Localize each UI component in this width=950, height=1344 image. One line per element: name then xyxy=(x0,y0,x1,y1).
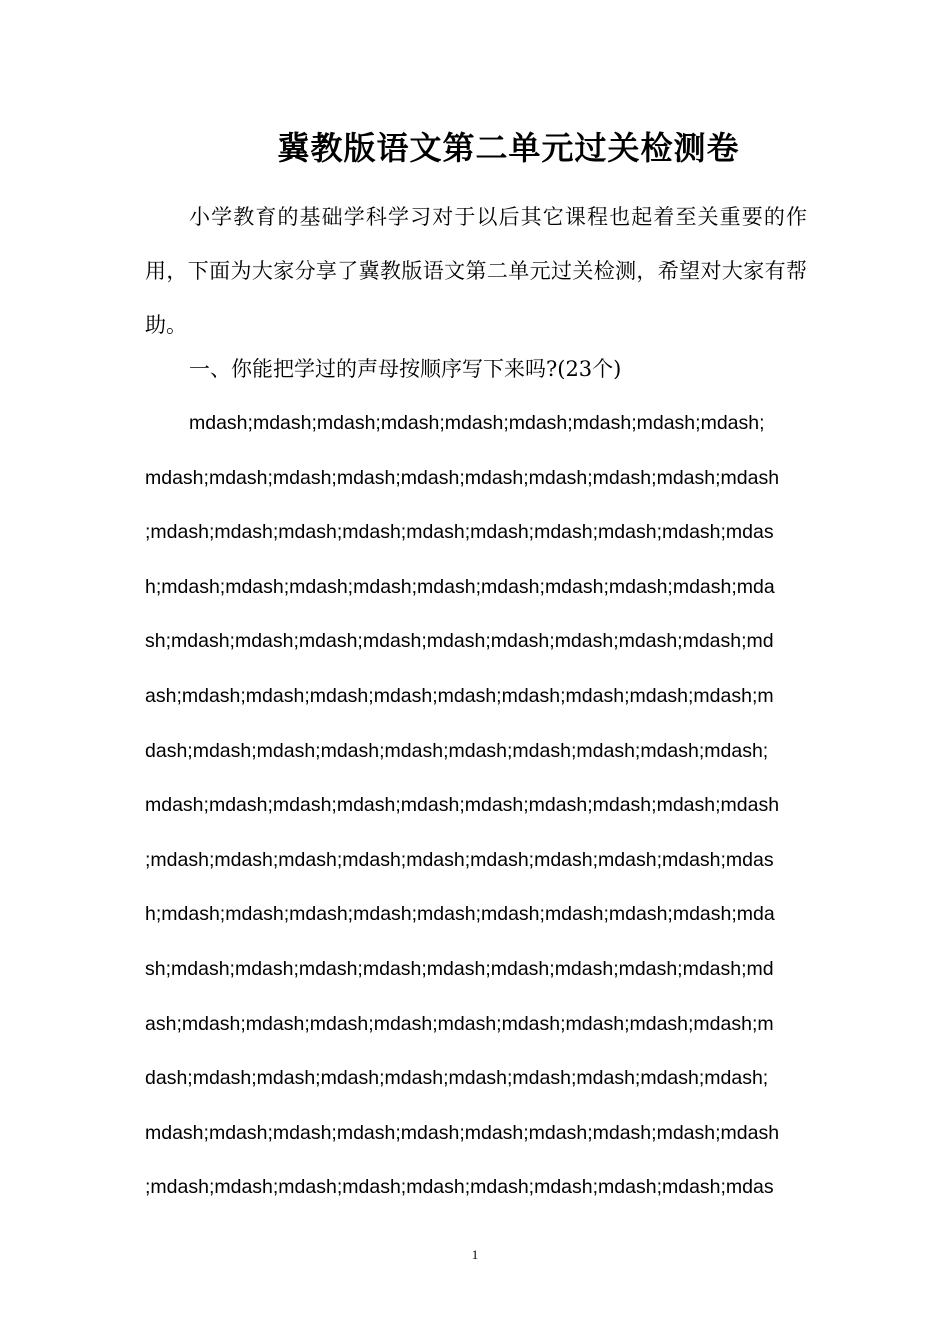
page-number: 1 xyxy=(471,1247,479,1262)
answer-line: mdash;mdash;mdash;mdash;mdash;mdash;mdash;mdash;mdash; xyxy=(189,412,765,434)
answer-line: ash;mdash;mdash;mdash;mdash;mdash;mdash;mdash;mdash;mdash;m xyxy=(145,1012,774,1035)
answer-line: ash;mdash;mdash;mdash;mdash;mdash;mdash;mdash;mdash;mdash;m xyxy=(145,684,774,707)
answer-line: mdash;mdash;mdash;mdash;mdash;mdash;mdash;mdash;mdash;mdash xyxy=(145,466,780,489)
answer-line: ;mdash;mdash;mdash;mdash;mdash;mdash;mdash;mdash;mdash;mdas xyxy=(145,848,774,871)
answer-line: sh;mdash;mdash;mdash;mdash;mdash;mdash;mdash;mdash;mdash;md xyxy=(145,957,774,980)
answer-line: sh;mdash;mdash;mdash;mdash;mdash;mdash;mdash;mdash;mdash;md xyxy=(145,630,774,653)
answer-line: dash;mdash;mdash;mdash;mdash;mdash;mdash;mdash;mdash;mdash; xyxy=(145,1067,769,1090)
answer-line: h;mdash;mdash;mdash;mdash;mdash;mdash;mdash;mdash;mdash;mda xyxy=(145,575,775,598)
answer-line: ;mdash;mdash;mdash;mdash;mdash;mdash;mdash;mdash;mdash;mdas xyxy=(145,521,774,544)
answer-line: dash;mdash;mdash;mdash;mdash;mdash;mdash;mdash;mdash;mdash; xyxy=(145,739,769,762)
intro-paragraph: 小学教育的基础学科学习对于以后其它课程也起着至关重要的作用，下面为大家分享了冀教版语文第二单元过关检测，希望对大家有帮助。 xyxy=(145,205,807,337)
answer-line: mdash;mdash;mdash;mdash;mdash;mdash;mdash;mdash;mdash;mdash xyxy=(145,1121,780,1144)
answer-line: h;mdash;mdash;mdash;mdash;mdash;mdash;mdash;mdash;mdash;mda xyxy=(145,903,775,926)
answer-line: ;mdash;mdash;mdash;mdash;mdash;mdash;mdash;mdash;mdash;mdas xyxy=(145,1176,774,1199)
document-title: 冀教版语文第二单元过关检测卷 xyxy=(277,129,740,167)
answer-lines xyxy=(145,396,825,1215)
question-heading: 一、你能把学过的声母按顺序写下来吗?(23个) xyxy=(189,357,622,381)
answer-line: mdash;mdash;mdash;mdash;mdash;mdash;mdash;mdash;mdash;mdash xyxy=(145,794,780,817)
